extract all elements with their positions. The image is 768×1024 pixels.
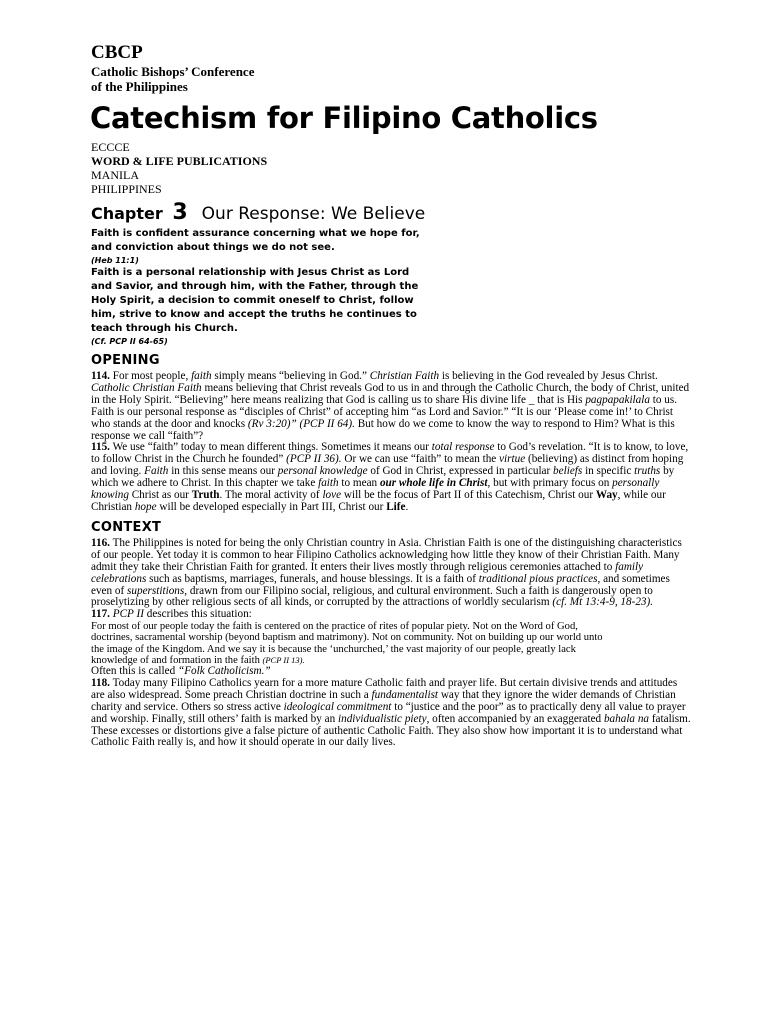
paragraph-number: 118. — [91, 676, 110, 689]
text-run: , and sometimes even of — [91, 572, 670, 597]
publisher-country: PHILIPPINES — [91, 182, 162, 196]
text-run: of God in Christ, expressed in particular — [367, 465, 554, 478]
italic-run: Christian Faith — [369, 370, 440, 382]
italic-run: beliefs — [553, 465, 583, 478]
italic-run: personal knowledge — [277, 465, 368, 478]
italic-run: fundamentalist — [371, 688, 439, 701]
text-run: means believing that Christ reveals God to us in and through the Catholic Church, the body of Christ, united in the Holy Spirit. “Believing” here means realizing that God is calling us to share His divine life _ that is His — [91, 381, 690, 406]
org-name-line-1: Catholic Bishops’ Conference — [91, 64, 255, 79]
chapter-heading — [91, 200, 691, 227]
italic-run: virtue — [499, 453, 526, 466]
paragraph-114 — [91, 371, 691, 442]
text-run: Christ as our — [128, 489, 192, 502]
paragraph-number: 115. — [91, 441, 110, 454]
italic-run: bahala na — [603, 712, 650, 725]
chapter-title: Our Response: We Believe — [201, 204, 426, 224]
text-run: way that they ignore the wider demands of Christian charity and service. Others so stress active — [91, 688, 676, 713]
paragraph-115 — [91, 442, 691, 513]
document-title: Catechism for Filipino Catholics — [90, 101, 598, 135]
text-run: will be developed especially in Part III, Christ our — [156, 500, 387, 513]
quote-text: For most of our people today the faith is centered on the practice of rites of popular piety. Not on the Word of God, doctrines, sacramental worship (beyond baptism and matrimony). Not on community. Not on building up our world unto the image of the Kingdom. And we say it is because the ‘unchurched,’ the vast majority of our people, greatly lack knowledge of and formation in the faith — [91, 621, 603, 666]
epigraph-ref-1: (Heb 11:1) — [91, 256, 139, 265]
quote-reference: (PCP II 13). — [262, 654, 305, 665]
paragraph-number: 116. — [91, 536, 110, 549]
org-acronym: CBCP — [91, 42, 143, 63]
epigraph-quote-2: Faith is a personal relationship with Jesus Christ as Lord and Savior, and through him, with the Father, through the Holy Spirit, a decision to commit oneself to Christ, follow him, strive to know and accept the truths he continues to teach through his Church. — [91, 267, 419, 334]
italic-run: family celebrations — [91, 560, 644, 585]
epigraph-ref-2: (Cf. PCP II 64-65) — [91, 337, 168, 346]
text-run: such as baptisms, marriages, funerals, and house blessings. It is a faith of — [146, 572, 479, 585]
italic-run: faith — [318, 477, 339, 490]
italic-run: personally knowing — [91, 477, 660, 502]
section-heading-opening: OPENING — [91, 353, 160, 368]
chapter-label: Chapter — [91, 204, 163, 223]
text-run: (believing) as distinct from hoping and loving. — [91, 453, 684, 478]
italic-run: ideological commitment — [283, 700, 392, 713]
publisher-code: ECCCE — [91, 140, 130, 154]
org-name-line-2: of the Philippines — [91, 79, 188, 94]
text-run: is believing in the God revealed by Jesus Christ. — [439, 370, 658, 382]
section-heading-context: CONTEXT — [91, 519, 162, 535]
text-run: fatalism. These excesses or distortions give a false picture of authentic Catholic Faith. They also show how important it is to understand what Catholic Faith really is, and how it should operate in our daily lives. — [91, 712, 691, 749]
italic-run: hope — [134, 500, 157, 513]
italic-run: superstitions — [127, 584, 185, 597]
text-run: will be the focus of Part II of this Catechism, Christ our — [341, 489, 596, 502]
paragraph-number: 117. — [91, 608, 110, 621]
text-run: . — [405, 500, 409, 513]
publisher-city: MANILA — [91, 168, 139, 182]
paragraph-116 — [91, 538, 691, 609]
italic-run: “Folk Catholicism.” — [178, 665, 271, 678]
text-run: . The moral activity of — [219, 489, 323, 502]
text-run: , but with primary focus on — [487, 477, 613, 490]
text-run: , drawn from our Filipino social, religious, and cultural environment. Such a faith is dangerously open to proselytizing by other religious sects of all kinds, or corrupted by the attractions of worldly secularism — [91, 584, 653, 609]
text-run: to us. Faith is our personal response as “disciples of Christ” of accepting him “as Lord and Savior.” “It is our ‘Please come in!’ to Christ who stands at the door and knocks — [91, 393, 678, 430]
bold-run: Life — [386, 500, 406, 513]
document-page — [91, 42, 691, 749]
publisher-name: WORD & LIFE PUBLICATIONS — [91, 154, 268, 168]
bold-run: Way — [595, 489, 618, 502]
italic-run: faith — [191, 370, 212, 382]
text-run: to mean — [338, 477, 380, 490]
italic-run: (Rv 3:20)” (PCP II 64). — [247, 417, 355, 430]
text-run: Often this is called — [91, 665, 178, 678]
italic-run: traditional pious practices — [478, 572, 598, 585]
italic-run: total response — [431, 441, 495, 454]
italic-run: love — [322, 489, 342, 502]
text-run: The Philippines is noted for being the only Christian country in Asia. Christian Faith is one of the distinguishing characteristics of our people. Yet today it is common to hear Filipino Catholics acknowledging how little they know of their Christian Faith. Many admit they take their Christian Faith for granted. It enters their lives mostly through religious ceremonies attached to — [91, 536, 682, 573]
italic-run: truths — [634, 465, 661, 478]
text-run: Today many Filipino Catholics yearn for a more mature Catholic faith and prayer life. But certain divisive trends and attitudes are also widespread. Some preach Christian doctrine in such a — [91, 676, 678, 701]
italic-run: pagpapakilala — [585, 393, 650, 406]
text-run: describes this situation: — [143, 608, 252, 621]
text-run: in specific — [582, 465, 635, 478]
text-run: , while our Christian — [91, 489, 666, 513]
paragraph-118 — [91, 678, 691, 749]
text-run: For most people, — [109, 370, 192, 382]
epigraph-quote-1: Faith is confident assurance concerning what we hope for, and conviction about things we do not see. — [91, 228, 420, 253]
italic-run: individualistic piety — [338, 712, 427, 725]
text-run: by which we adhere to Christ. In this chapter we take — [91, 465, 675, 490]
paragraph-117 — [91, 609, 691, 621]
bold-run: Truth — [191, 489, 220, 502]
block-quote — [91, 621, 611, 666]
text-run: to “justice and the poor” as to practically deny all value to prayer and worship. Finally, still others’ faith is marked by an — [91, 700, 686, 725]
italic-run: Faith — [144, 465, 169, 478]
chapter-number: 3 — [172, 200, 188, 225]
text-run: in this sense means our — [168, 465, 278, 478]
text-run: We use “faith” today to mean different things. Sometimes it means our — [109, 441, 432, 454]
text-run: But how do we come to know the way to respond to Him? What is this response we call “faith”? — [91, 417, 675, 442]
italic-run: (PCP II 36). — [286, 453, 342, 466]
bold-italic-run: our whole life in Christ — [379, 477, 488, 490]
italic-run: Catholic Christian Faith — [91, 381, 202, 394]
text-run: simply means “believing in God.” — [211, 370, 370, 382]
text-run: , often accompanied by an exaggerated — [426, 712, 604, 725]
italic-run: PCP II — [112, 608, 144, 621]
text-run: Or we can use “faith” to mean the — [341, 453, 500, 466]
paragraph-number: 114. — [91, 370, 110, 382]
italic-run: (cf. Mt 13:4-9, 18-23). — [552, 596, 654, 609]
text-run: to God’s revelation. “It is to know, to love, to follow Christ in the Church he founded” — [91, 441, 689, 466]
